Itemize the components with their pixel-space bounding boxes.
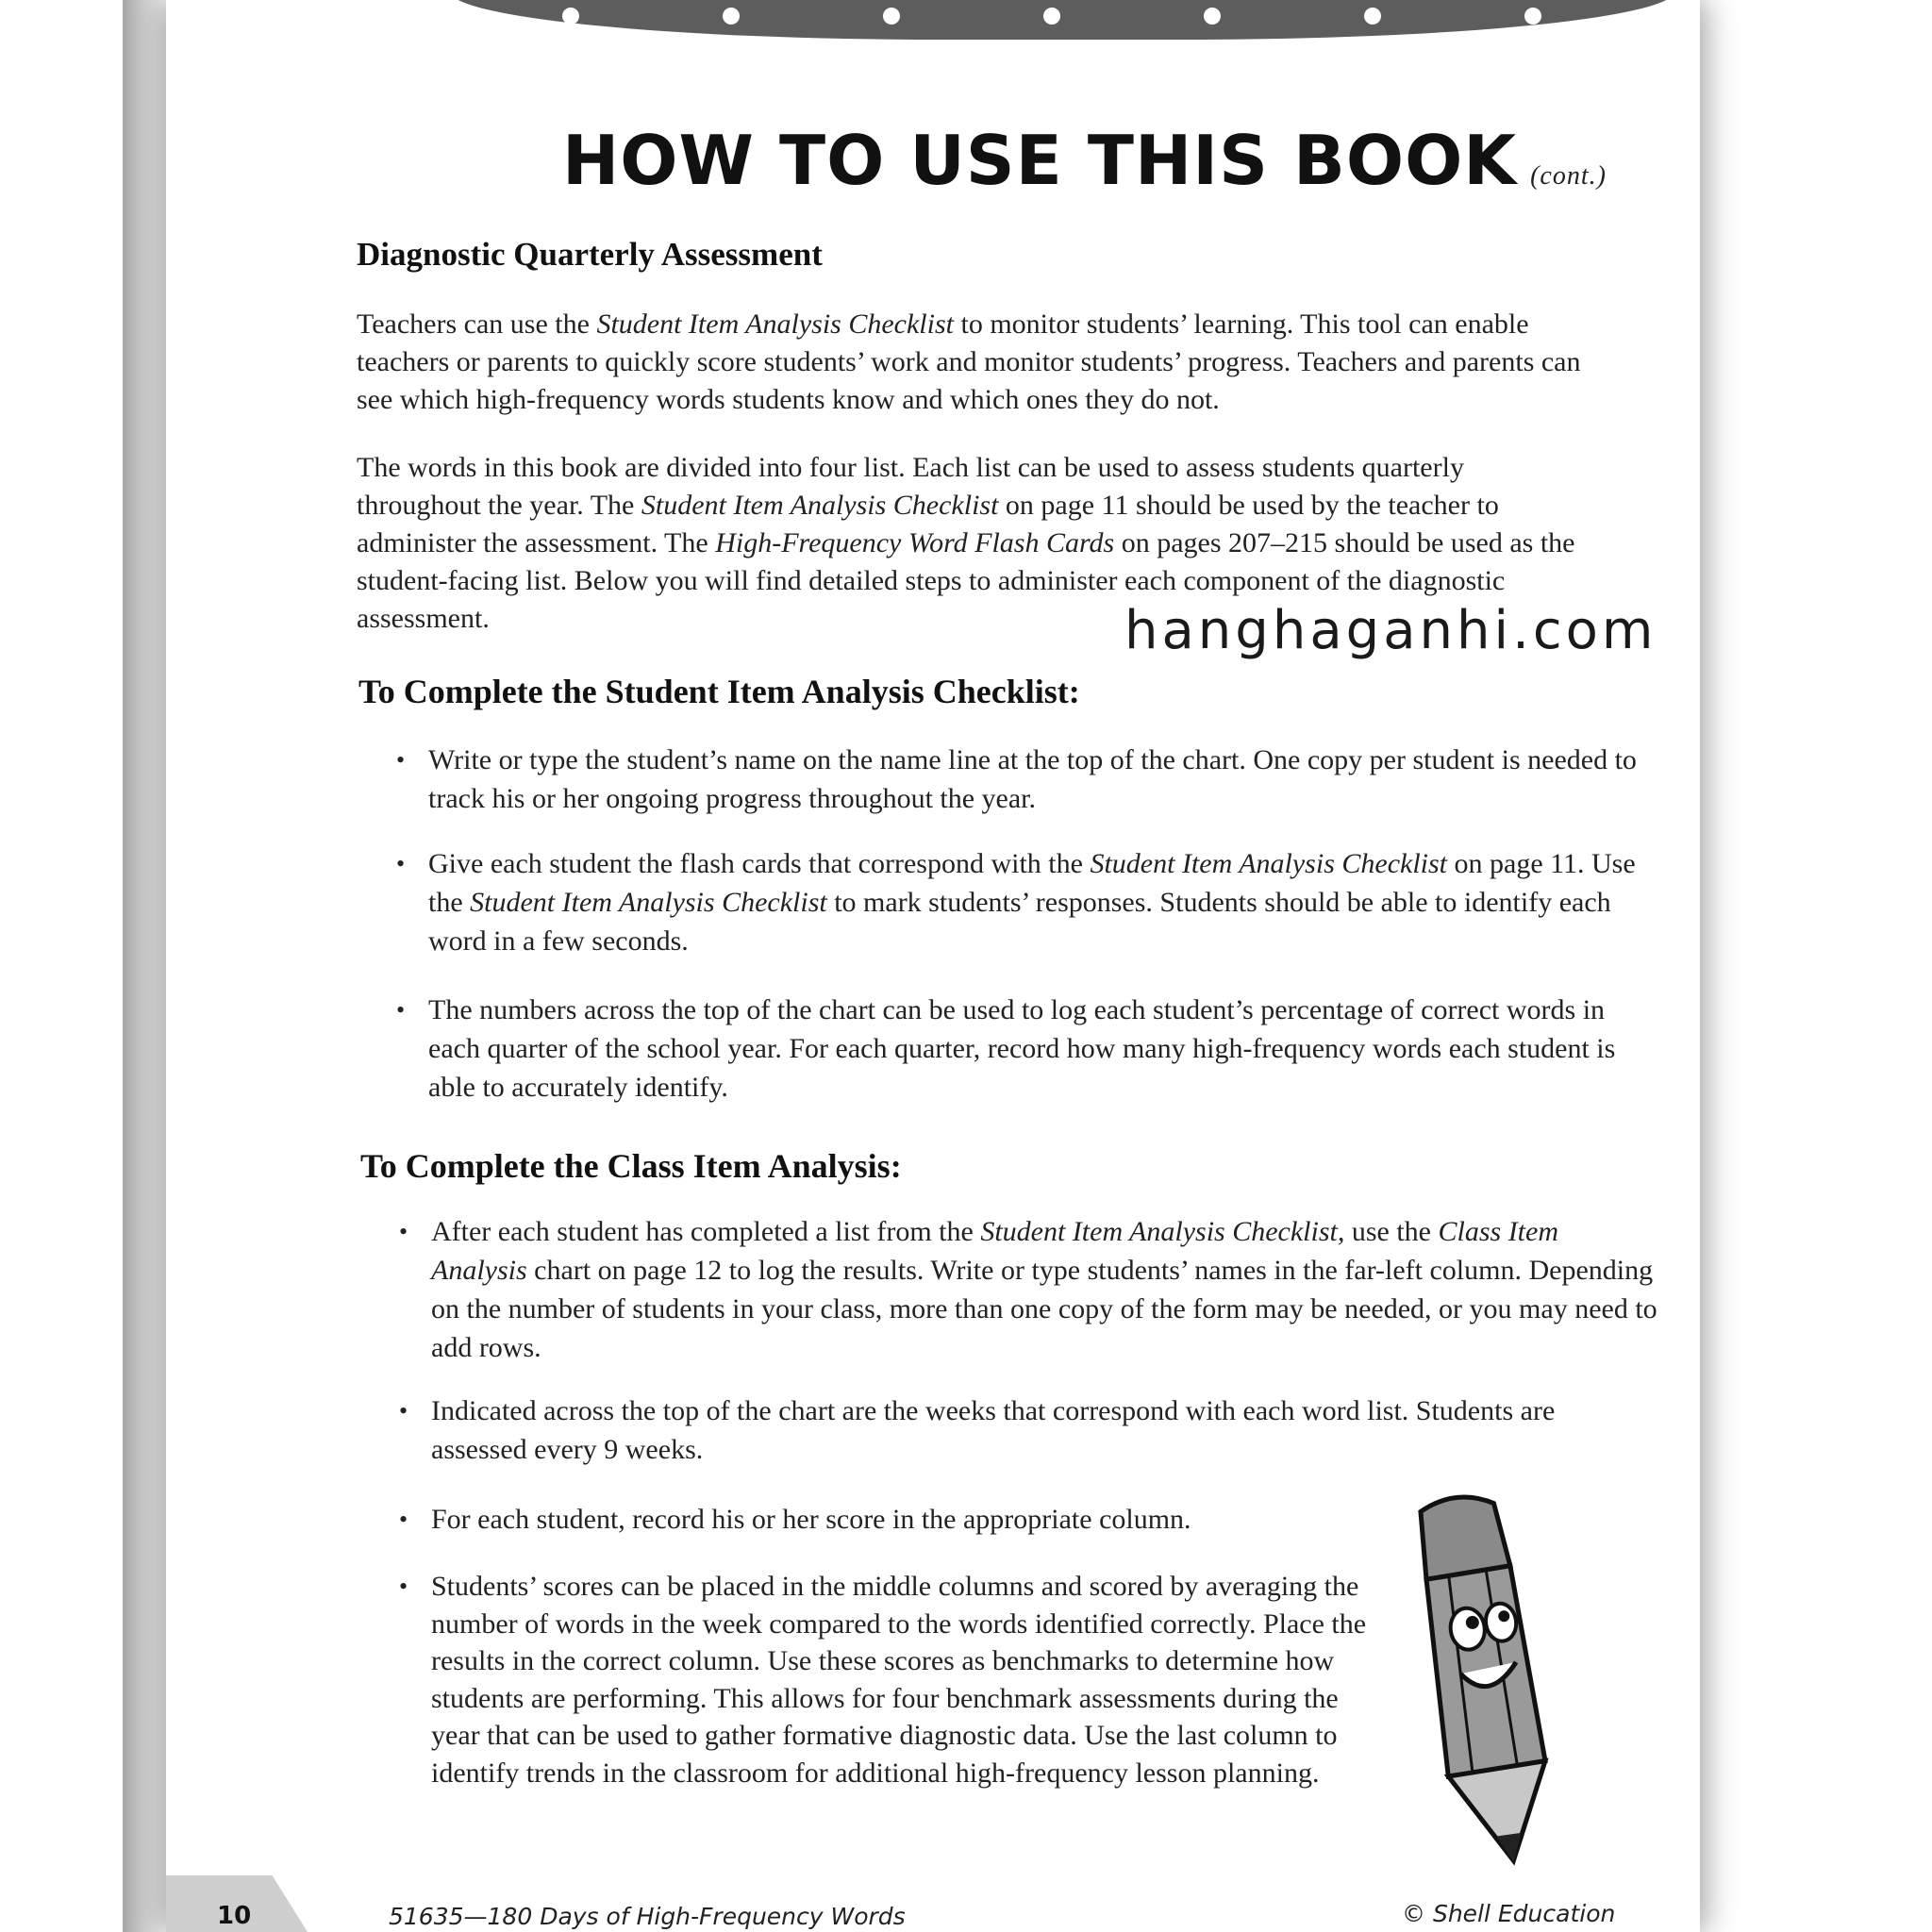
text-run-italic: Student Item Analysis Checklist	[596, 308, 954, 340]
text-run: on page 11 should be used by the teacher to administer the assessment. The	[357, 490, 1499, 558]
text-run: use the	[1344, 1216, 1439, 1247]
text-run-italic: Student Item Analysis Checklist,	[980, 1216, 1345, 1247]
diagnostic-paragraph-1	[357, 306, 1583, 419]
text-run: on pages 207–215 should be used as the student-facing list. Below you will find detailed steps to administer each component of the diagnostic assessment.	[357, 527, 1575, 634]
banner-dot	[723, 8, 740, 25]
page-title-suffix: (cont.)	[1530, 161, 1607, 191]
diagnostic-heading: Diagnostic Quarterly Assessment	[357, 236, 823, 273]
text-run: After each student has completed a list from the	[431, 1216, 981, 1247]
banner-dot	[1043, 8, 1060, 25]
student-checklist-bullet-2	[428, 844, 1645, 960]
banner-dot	[1364, 8, 1381, 25]
banner-dot	[1524, 8, 1541, 25]
book-page	[166, 0, 1700, 1932]
text-run: on page 11. Use the	[428, 848, 1636, 918]
student-checklist-bullet-1: • Write or type the student’s name on the name line at the top of the chart. One copy per student is needed to track his or her ongoing progress throughout the year.	[428, 741, 1645, 818]
text-run-italic: Student Item Analysis Checklist	[641, 490, 999, 521]
page-title	[562, 121, 1607, 200]
text-run: to monitor students’ learning. This tool can enable teachers or parents to quickly score students’ work and monitor students’ progress. Teachers and parents can see which high-frequency words students know and which ones they do not.	[357, 308, 1581, 415]
watermark-text: hanghaganhi.com	[1124, 600, 1657, 661]
text-run-italic: High-Frequency Word Flash Cards	[715, 527, 1115, 558]
student-checklist-bullet-3: • The numbers across the top of the chart can be used to log each student’s percentage of correct words in each quarter of the school year. For each quarter, record how many high-frequency words each student is able to accurately identify.	[428, 991, 1655, 1107]
class-analysis-bullet-4: • Students’ scores can be placed in the middle columns and scored by averaging the number of words in the week compared to the words identified correctly. Place the results in the correct column. Use these scores as benchmarks to determine how students are performing. This allows for four benchmark assessments during the year that can be used to gather formative diagnostic data. Use the last column to identify trends in the classroom for additional high-frequency lesson planning.	[431, 1568, 1384, 1791]
banner-dot	[883, 8, 900, 25]
decorative-top-banner	[449, 0, 1675, 40]
text-run: chart on page 12 to log the results. Write or type students’ names in the far-left column. Depending on the number of students in your class, more than one copy of the form may be needed, or you may need to add rows.	[431, 1255, 1657, 1363]
text-run-italic: Student Item Analysis Checklist	[470, 887, 827, 918]
class-analysis-bullet-3: • For each student, record his or her score in the appropriate column.	[431, 1500, 1563, 1539]
class-analysis-heading: To Complete the Class Item Analysis:	[360, 1147, 902, 1185]
pencil-mascot-icon	[1407, 1486, 1558, 1882]
text-run: to mark students’ responses. Students should be able to identify each word in a few seconds.	[428, 887, 1611, 957]
class-analysis-bullet-2: • Indicated across the top of the chart are the weeks that correspond with each word list. Students are assessed every 9 weeks.	[431, 1391, 1620, 1469]
text-run: Teachers can use the	[357, 308, 597, 340]
footer-publisher: © Shell Education	[1402, 1900, 1616, 1927]
text-run: The words in this book are divided into four list. Each list can be used to assess students quarterly throughout the year. The	[357, 452, 1464, 521]
page-number: 10	[217, 1902, 252, 1930]
student-checklist-heading: To Complete the Student Item Analysis Checklist:	[358, 673, 1080, 710]
class-analysis-bullet-1	[431, 1212, 1657, 1367]
page-shadow-left	[123, 0, 168, 1932]
page-title-text: HOW TO USE THIS BOOK	[562, 121, 1518, 200]
text-run-italic: Class Item Analysis	[431, 1216, 1558, 1286]
text-run-italic: Student Item Analysis Checklist	[1090, 848, 1447, 879]
banner-dot	[1204, 8, 1221, 25]
banner-dot	[562, 8, 579, 25]
footer-book-title: 51635—180 Days of High-Frequency Words	[389, 1903, 906, 1930]
text-run: Give each student the flash cards that correspond with the	[428, 848, 1091, 879]
